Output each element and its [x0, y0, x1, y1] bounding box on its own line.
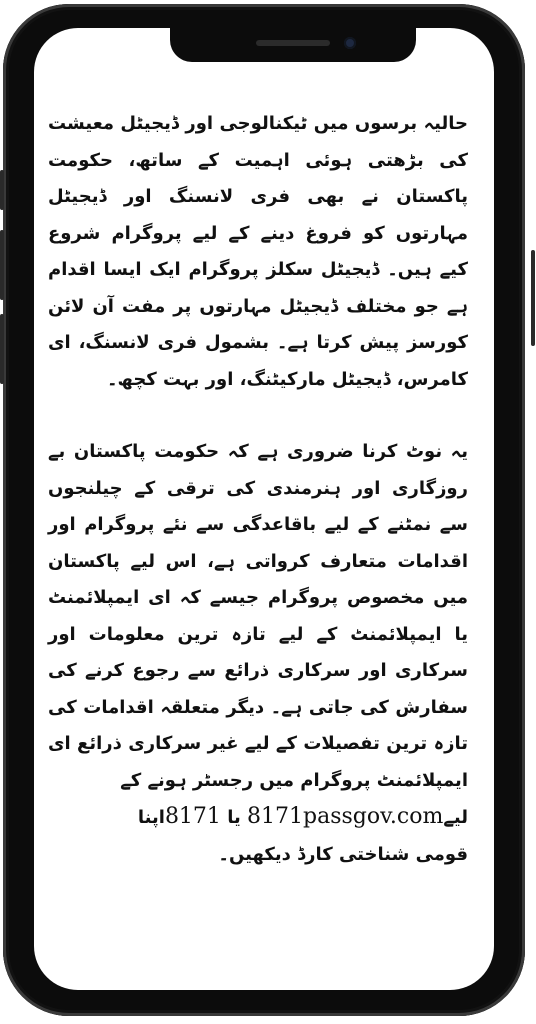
contact-prefix: لیے	[443, 807, 468, 828]
contact-or: یا	[220, 807, 247, 828]
contact-suffix: اپنا	[137, 807, 165, 828]
phone-notch	[170, 28, 416, 62]
paragraph-spacer	[48, 398, 468, 434]
power-button	[531, 250, 535, 346]
article-body	[48, 106, 468, 873]
volume-down-button	[0, 314, 4, 384]
article-paragraph-1: حالیہ برسوں میں ٹیکنالوجی اور ڈیجیٹل معیشت کی بڑھتی ہوئی اہمیت کے ساتھ، حکومت پاکستان نے بھی فری لانسنگ اور ڈیجیٹل مہارتوں کو فروغ دینے کے لیے پروگرام شروع کیے ہیں۔ ڈیجیٹل سکلز پروگرام ایک ایسا اقدام ہے جو مختلف ڈیجیٹل مہارتوں پر مفت آن لائن کورسز پیش کرتا ہے۔ بشمول فری لانسنگ، ای کامرس، ڈیجیٹل مارکیٹنگ، اور بہت کچھ۔	[48, 113, 468, 390]
mute-switch	[0, 170, 4, 210]
sms-number: 8171	[164, 804, 221, 829]
camera-icon	[344, 37, 356, 49]
website-link[interactable]: 8171passgov.com	[247, 804, 444, 829]
volume-up-button	[0, 230, 4, 300]
article-final-line: قومی شناختی کارڈ دیکھیں۔	[218, 843, 468, 865]
speaker-icon	[256, 40, 330, 46]
article-contact-line	[48, 799, 468, 837]
article-paragraph-2: یہ نوٹ کرنا ضروری ہے کہ حکومت پاکستان بے روزگاری اور ہنرمندی کی ترقی کے چیلنجوں سے نمٹنے کے لیے باقاعدگی سے نئے پروگرام اور اقدامات متعارف کرواتی ہے، اس لیے پاکستان میں مخصوص پروگرام جیسے کہ ای ایمپلائمنٹ یا ایمپلائمنٹ کے لیے تازہ ترین معلومات اور سرکاری اور سرکاری ذرائع سے رجوع کرنے کی سفارش کی جاتی ہے۔ دیگر متعلقہ اقدامات کی تازہ ترین تفصیلات کے لیے غیر سرکاری ذرائع ای ایمپلائمنٹ پروگرام میں رجسٹر ہونے کے	[48, 441, 468, 791]
